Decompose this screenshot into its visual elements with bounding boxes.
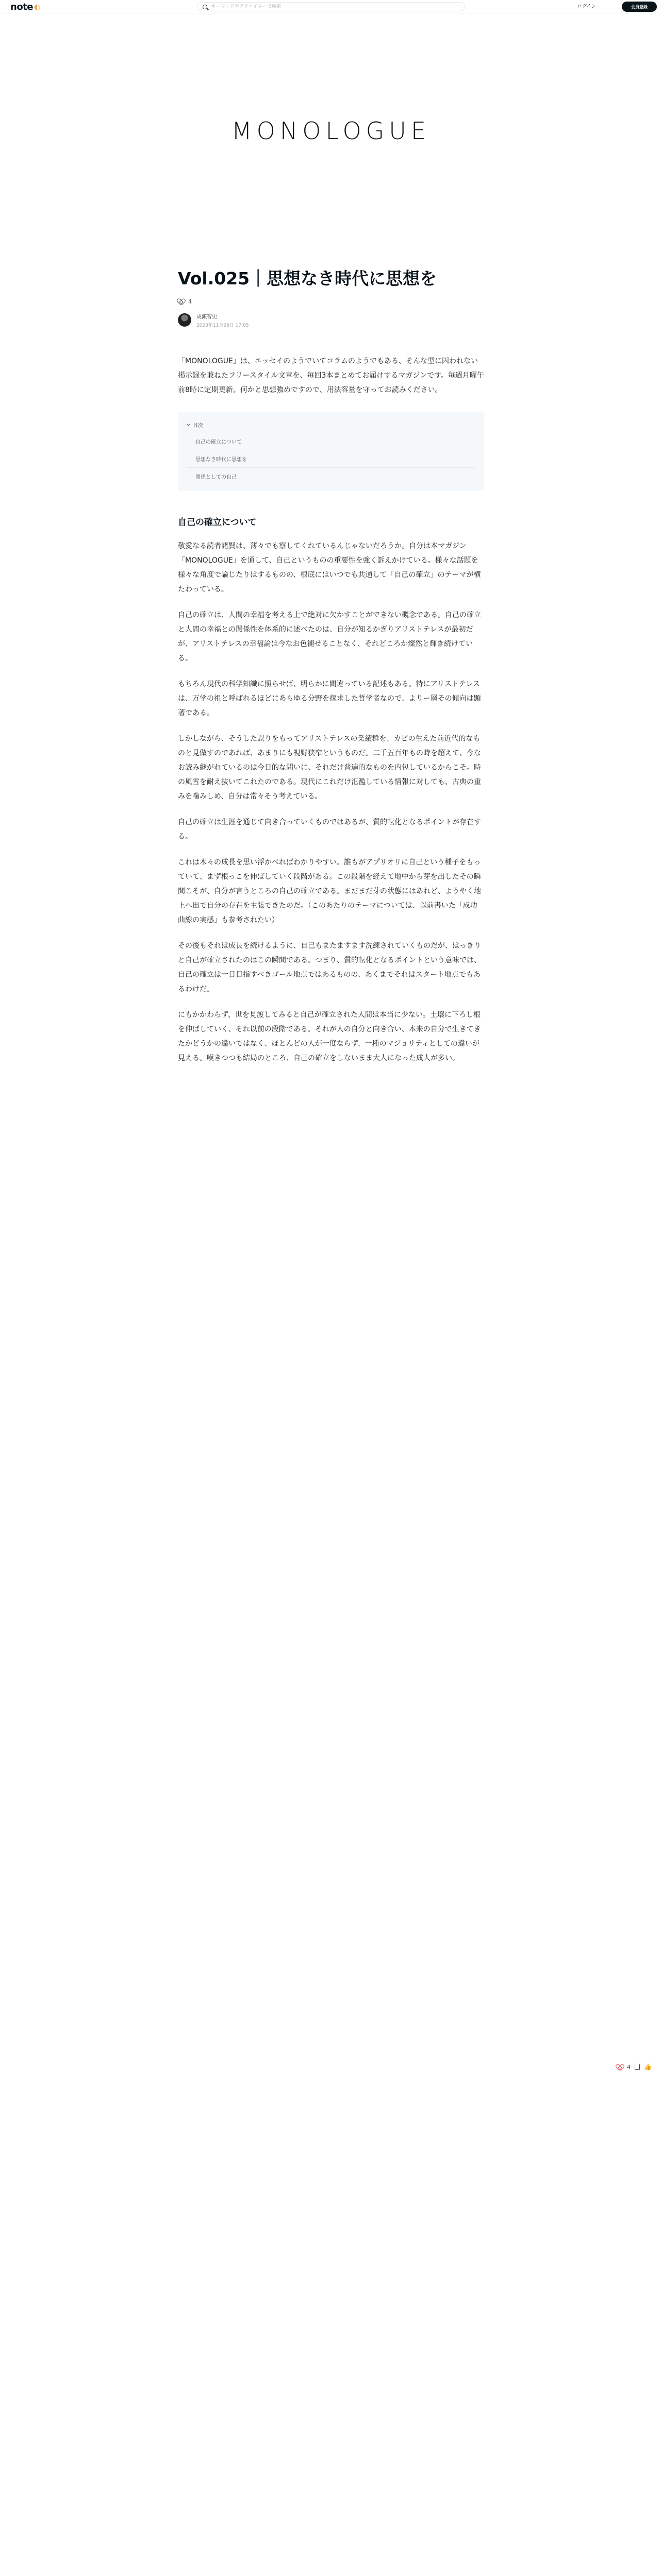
note-logo[interactable] (10, 2, 40, 12)
heart-icon[interactable] (178, 299, 184, 304)
author-name[interactable]: 成瀬智史 (196, 314, 217, 320)
section-heading: 自己の確立について (178, 517, 257, 528)
toc-item[interactable]: 思想なき時代に思想を (187, 450, 475, 468)
top-nav (0, 0, 662, 13)
body-paragraph: 自己の確立は生涯を通じて向き合っていくものではあるが、質的転化となるポイントが存在する。 (178, 818, 481, 841)
body-paragraph: しかしながら、そうした誤りをもってアリストテレスの業績群を、カビの生えた前近代的なものと見做すのであれば、あまりにも視野狭窄というものだ。二千五百年もの時を超えて、今なお読み継がれているのは今日的な問いに、それだけ普遍的なものを内包しているからこそ。時の風雪を耐え抜いてこれたのである。現代にこれだけ氾濫している情報に対しても、古典の重みを噛みしめ、自分は常々そう考えている。 (178, 734, 481, 801)
toc-toggle[interactable] (187, 421, 475, 429)
body-paragraph: 敬愛なる読者諸賢は、薄々でも察してくれているんじゃないだろうか。自分は本マガジン「MONOLOGUE」を通して、自己というものの重要性を強く訴えかけている。様々な話題を様々な角度で論じたりはするものの、根底にはいつでも共通して「自己の確立」のテーマが横たわっている。 (178, 541, 481, 594)
publish-date: 2023年11月29日 17:05 (196, 323, 249, 328)
logo-text: note (10, 2, 33, 12)
thumbs-up-icon[interactable]: 👍 (644, 2063, 652, 2071)
search-icon (203, 5, 207, 9)
article-body (178, 268, 484, 1065)
hero-title: MONOLOGUE (231, 117, 431, 145)
magazine-header-image (0, 13, 662, 233)
like-count: 4 (188, 298, 192, 305)
body-paragraph: にもかかわらず、世を見渡してみると自己が確立された人間は本当に少ない。土壌に下ろし根を伸ばしていく、それ以前の段階である。それが人の自分と向き合い、本来の自分で生きてきたかどうかの違いではなく、ほとんどの人が一度ならず、一種のマジョリティとしての違いが見える。嘆きつつも結局のところ、自己の確立をしないまま大人になった成人が多い。 (178, 1010, 481, 1062)
body-paragraph: もちろん現代の科学知識に照らせば、明らかに間違っている記述もある。特にアリストテレスは、万学の祖と呼ばれるほどにあらゆる分野を探求した哲学者なので、よりー層その傾向は顕著である。 (178, 680, 481, 717)
body-paragraph: その後もそれは成長を続けるように、自己もまたますます洗練されていくものだが、はっきりと自己が確立されたのはこの瞬間である。つまり、質的転化となるポイントという意味では、自己の確立は一日目指すべきゴール地点ではあるものの、あくまでそれはスタート地点でもあるわけだ。 (178, 941, 481, 993)
toc-item[interactable]: 関係としての自己 (195, 474, 237, 480)
logo-mark-icon: ◐ (34, 3, 40, 11)
chevron-down-icon (187, 422, 190, 426)
login-link[interactable]: ログイン (577, 4, 596, 9)
signup-button[interactable]: 会員登録 (622, 2, 657, 12)
body-paragraph: 自己の確立は、人間の幸福を考える上で絶対に欠かすことができない概念である。自己の確立と人間の幸福との関係性を体系的に述べたのは、自分が知るかぎりアリストテレスが最初だが、アリストテレスの幸福論は今なお色褪せることなく、それどころか燦然と輝き続けている。 (178, 611, 481, 663)
like-heart-icon[interactable] (617, 2064, 623, 2070)
floating-actions (617, 2063, 652, 2071)
floating-like-count: 4 (627, 2063, 631, 2071)
body-paragraph: これは木々の成長を思い浮かべればわかりやすい。誰もがアプリオリに自己という種子をもっていて、まず根っこを伸ばしていく段階がある。この段階を経えて地中から芽を出したその瞬間こそが、自分が言うところの自己の確立である。まだまだ芽の状態にはあれど、ようやく地上へ出で自分の存在を主張できたのだ。（このあたりのテーマについては、以前書いた「成功曲線の実感」も参考されたい） (178, 858, 481, 924)
like-counter[interactable] (178, 298, 484, 305)
intro-paragraph: 「MONOLOGUE」は、エッセイのようでいてコラムのようでもある、そんな型に囚われない掲示録を兼ねたフリースタイル文章を、毎回3本まとめてお届けするマガジンです。毎週月曜午前8時に定期更新。何かと思想強めですので、用法容量を守ってお読みください。 (178, 357, 484, 394)
article-title: Vol.025｜思想なき時代に思想を (178, 268, 437, 289)
table-of-contents (178, 412, 484, 491)
search-box[interactable] (197, 2, 465, 11)
author-block[interactable] (178, 312, 484, 328)
avatar[interactable] (178, 313, 191, 327)
search-input[interactable] (211, 4, 449, 9)
share-icon[interactable] (635, 2064, 640, 2070)
toc-label: 目次 (193, 422, 203, 429)
toc-item[interactable]: 自己の確立について (187, 433, 475, 450)
